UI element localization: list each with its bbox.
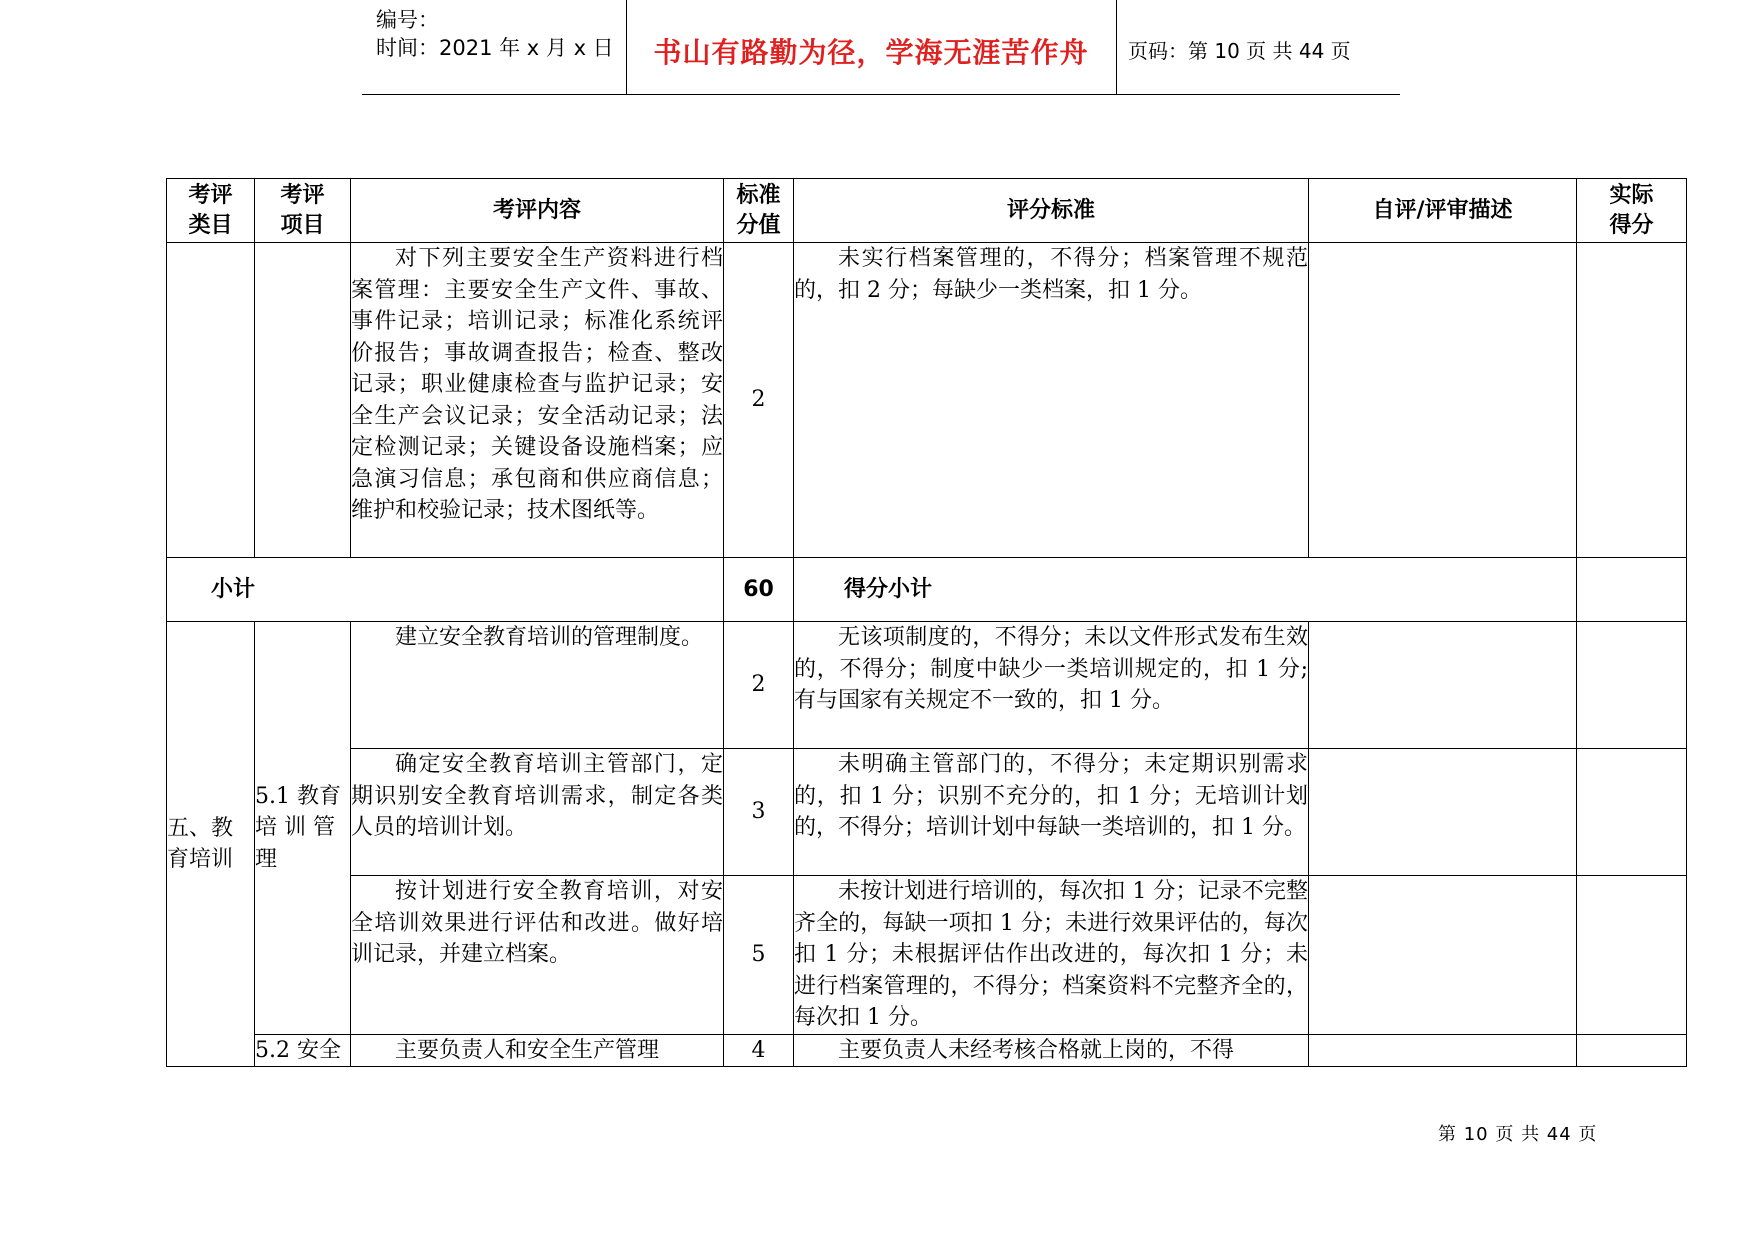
content-cell: 主要负责人和安全生产管理 xyxy=(351,1034,724,1067)
self-review-cell xyxy=(1309,1034,1577,1067)
item-cell-5-1: 5.1 教育培 训 管理 xyxy=(255,622,351,1035)
col-header-actual-score-text: 实际 得分 xyxy=(1609,182,1654,238)
subtotal-score: 60 xyxy=(724,558,794,622)
page-footer: 第 10 页 共 44 页 xyxy=(1438,1124,1598,1145)
table-row-archive xyxy=(167,243,1687,558)
serial-number-label: 编号： xyxy=(376,8,439,32)
col-header-category xyxy=(167,179,255,243)
criteria-cell: 无该项制度的，不得分；未以文件形式发布生效的，不得分；制度中缺少一类培训规定的，扣 1 分; 有与国家有关规定不一致的，扣 1 分。 xyxy=(794,622,1309,749)
table-row-5-2 xyxy=(167,1034,1687,1067)
actual-score-cell xyxy=(1577,749,1687,876)
col-header-standard-score xyxy=(724,179,794,243)
subtotal-row xyxy=(167,558,1687,622)
criteria-cell: 未实行档案管理的，不得分；档案管理不规范的，扣 2 分；每缺少一类档案，扣 1 分。 xyxy=(794,243,1309,558)
subtotal-criteria-label: 得分小计 xyxy=(794,558,1577,622)
table-row-5-1-c xyxy=(167,876,1687,1035)
criteria-cell: 主要负责人未经考核合格就上岗的，不得 xyxy=(794,1034,1309,1067)
actual-score-cell xyxy=(1577,622,1687,749)
content-cell: 建立安全教育培训的管理制度。 xyxy=(351,622,724,749)
subtotal-label: 小计 xyxy=(167,558,724,622)
col-header-actual-score xyxy=(1577,179,1687,243)
score-cell: 2 xyxy=(724,243,794,558)
content-cell: 确定安全教育培训主管部门，定期识别安全教育培训需求，制定各类人员的培训计划。 xyxy=(351,749,724,876)
self-review-cell xyxy=(1309,622,1577,749)
content-cell: 按计划进行安全教育培训，对安全培训效果进行评估和改进。做好培训记录，并建立档案。 xyxy=(351,876,724,1035)
item-cell-5-2: 5.2 安全 xyxy=(255,1034,351,1067)
motto: 书山有路勤为径，学海无涯苦作舟 xyxy=(653,36,1089,69)
self-review-cell xyxy=(1309,749,1577,876)
category-cell-empty xyxy=(167,243,255,558)
col-header-standard-score-text: 标准 分值 xyxy=(736,182,781,238)
page-header xyxy=(362,0,1400,95)
score-cell: 4 xyxy=(724,1034,794,1067)
content-cell: 对下列主要安全生产资料进行档案管理：主要安全生产文件、事故、事件记录；培训记录；标准化系统评价报告；事故调查报告；检查、整改记录；职业健康检查与监护记录；安全生产会议记录；安全活动记录；法定检测记录；关键设备设施档案；应急演习信息；承包商和供应商信息；维护和校验记录；技术图纸等。 xyxy=(351,243,724,558)
self-review-cell xyxy=(1309,876,1577,1035)
col-header-category-text: 考评 类目 xyxy=(188,182,233,238)
score-cell: 5 xyxy=(724,876,794,1035)
category-cell-education: 五、教育培训 xyxy=(167,622,255,1067)
date-label: 时间：2021 年 x 月 x 日 xyxy=(376,36,614,60)
col-header-criteria: 评分标准 xyxy=(794,179,1309,243)
criteria-cell: 未按计划进行培训的，每次扣 1 分；记录不完整齐全的，每缺一项扣 1 分；未进行效果评估的，每次扣 1 分；未根据评估作出改进的，每次扣 1 分；未进行档案管理的，不得分；档案资料不完整齐全的，每次扣 1 分。 xyxy=(794,876,1309,1035)
table-header-row xyxy=(167,179,1687,243)
score-cell: 2 xyxy=(724,622,794,749)
subtotal-actual-cell xyxy=(1577,558,1687,622)
self-review-cell xyxy=(1309,243,1577,558)
header-page-cell xyxy=(1116,0,1400,94)
actual-score-cell xyxy=(1577,243,1687,558)
criteria-cell: 未明确主管部门的，不得分；未定期识别需求的，扣 1 分；识别不充分的，扣 1 分；无培训计划的，不得分；培训计划中每缺一类培训的，扣 1 分。 xyxy=(794,749,1309,876)
col-header-self-review: 自评/评审描述 xyxy=(1309,179,1577,243)
col-header-item xyxy=(255,179,351,243)
col-header-content: 考评内容 xyxy=(351,179,724,243)
table-row-5-1-b xyxy=(167,749,1687,876)
actual-score-cell xyxy=(1577,876,1687,1035)
evaluation-table xyxy=(166,178,1687,1067)
table-row-5-1-a xyxy=(167,622,1687,749)
header-page-info: 页码：第 10 页 共 44 页 xyxy=(1128,39,1351,63)
item-cell-empty xyxy=(255,243,351,558)
header-meta-cell xyxy=(362,0,627,94)
col-header-item-text: 考评 项目 xyxy=(280,182,325,238)
header-motto-cell xyxy=(626,0,1117,94)
score-cell: 3 xyxy=(724,749,794,876)
actual-score-cell xyxy=(1577,1034,1687,1067)
